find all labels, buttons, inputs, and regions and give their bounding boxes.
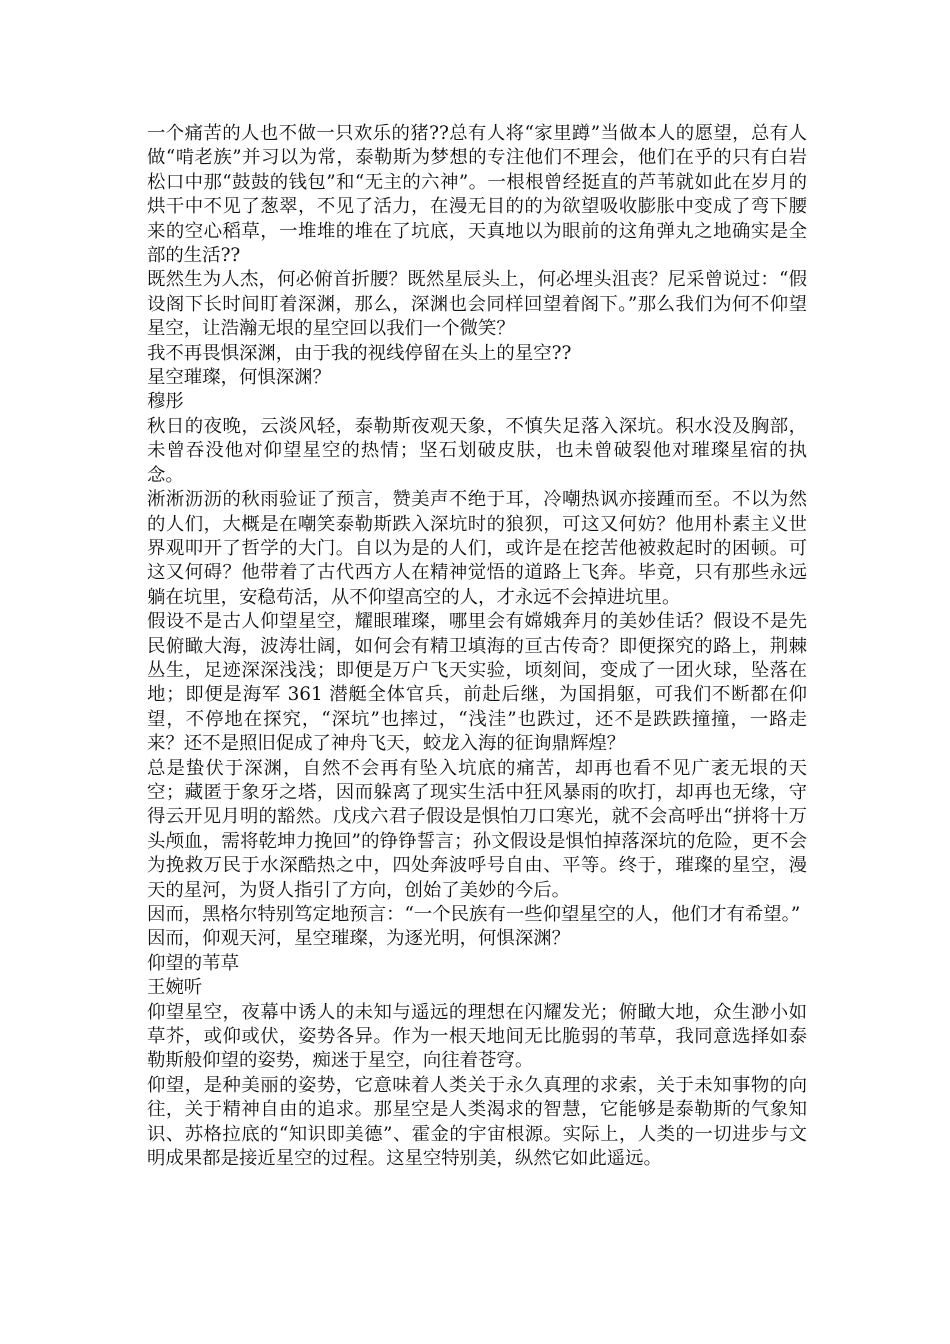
author-name: 王婉听 bbox=[147, 977, 203, 999]
author-name: 穆彤 bbox=[147, 391, 184, 413]
paragraph: 仰望星空，夜幕中诱人的未知与遥远的理想在闪耀发光；俯瞰大地，众生渺小如草芥，或仰或伏，姿势各异。作为一根天地间无比脆弱的苇草，我同意选择如泰勒斯般仰望的姿势，痴迷于星空，向往着苍穹。 bbox=[147, 1001, 807, 1072]
paragraph: 总是蛰伏于深渊，自然不会再有坠入坑底的痛苦，却再也看不见广袤无垠的天空；藏匿于象牙之塔，因而躲离了现实生活中狂风暴雨的吹打，却再也无缘，守得云开见月明的豁然。戊戌六君子假设是惧怕刀口寒光，就不会高呼出“拼将十万头颅血，需将乾坤力挽回”的铮铮誓言；孙文假设是惧怕掉落深坑的危险，更不会为挽救万民于水深酷热之中，四处奔波呼号自由、平等。终于，璀璨的星空，漫天的星河，为贤人指引了方向，创始了美妙的今后。 bbox=[147, 757, 807, 901]
paragraph: 淅淅沥沥的秋雨验证了预言，赞美声不绝于耳，冷嘲热讽亦接踵而至。不以为然的人们，大概是在嘲笑泰勒斯跌入深坑时的狼狈，可这又何妨？他用朴素主义世界观叩开了哲学的大门。自以为是的人们，或许是在挖苦他被救起时的困顿。可这又何碍？他带着了古代西方人在精神觉悟的道路上飞奔。毕竟，只有那些永远躺在坑里，安稳苟活，从不仰望高空的人，才永远不会掉进坑里。 bbox=[147, 489, 807, 608]
essay-title: 星空璀璨，何惧深渊？ bbox=[147, 367, 331, 389]
essay-title: 仰望的苇草 bbox=[147, 952, 239, 974]
paragraph: 既然生为人杰，何必俯首折腰？既然星辰头上，何必埋头沮丧？尼采曾说过：“假设阁下长时间盯着深渊，那么，深渊也会同样回望着阁下。”那么我们为何不仰望星空，让浩瀚无垠的星空回以我们一个微笑？ bbox=[147, 269, 807, 340]
paragraph: 因而，仰观天河，星空璀璨，为逐光明，何惧深渊？ bbox=[147, 928, 570, 950]
paragraph: 秋日的夜晚，云淡风轻，泰勒斯夜观天象，不慎失足落入深坑。积水没及胸部，未曾吞没他对仰望星空的热情；坚石划破皮肤，也未曾破裂他对璀璨星宿的执念。 bbox=[147, 415, 807, 486]
document-page bbox=[147, 122, 807, 1171]
paragraph: 因而，黑格尔特别笃定地预言：“一个民族有一些仰望星空的人，他们才有希望。” bbox=[147, 904, 801, 925]
paragraph: 仰望，是种美丽的姿势，它意味着人类关于永久真理的求索，关于未知事物的向往，关于精神自由的追求。那星空是人类渴求的智慧，它能够是泰勒斯的气象知识、苏格拉底的“知识即美德”、霍金的宇宙根源。实际上，人类的一切进步与文明成果都是接近星空的过程。这星空特别美，纵然它如此遥远。 bbox=[147, 1074, 807, 1170]
paragraph: 一个痛苦的人也不做一只欢乐的猪??总有人将“家里蹲”当做本人的愿望，总有人做“啃老族”并习以为常，泰勒斯为梦想的专注他们不理会，他们在乎的只有白岩松口中那“鼓鼓的钱包”和“无主的六神”。一根根曾经挺直的芦苇就如此在岁月的烘干中不见了葱翠，不见了活力，在漫无目的的为欲望吸收膨胀中变成了弯下腰来的空心稻草，一堆堆的堆在了坑底，天真地以为眼前的这角弹丸之地确实是全部的生活?? bbox=[147, 123, 807, 267]
paragraph: 假设不是古人仰望星空，耀眼璀璨，哪里会有嫦娥奔月的美妙佳话？假设不是先民俯瞰大海，波涛壮阔，如何会有精卫填海的亘古传奇？即便探究的路上，荆棘丛生，足迹深深浅浅；即便是万户飞天实验，顷刻间，变成了一团火球，坠落在地；即便是海军 361 潜艇全体官兵，前赴后继，为国捐躯，可我们不断都在仰望，不停地在探究，“深坑”也摔过，“浅洼”也跌过，还不是跌跌撞撞，一路走来？还不是照旧促成了神舟飞天，蛟龙入海的征询鼎辉煌？ bbox=[147, 611, 807, 755]
paragraph: 我不再畏惧深渊，由于我的视线停留在头上的星空?? bbox=[147, 342, 572, 364]
